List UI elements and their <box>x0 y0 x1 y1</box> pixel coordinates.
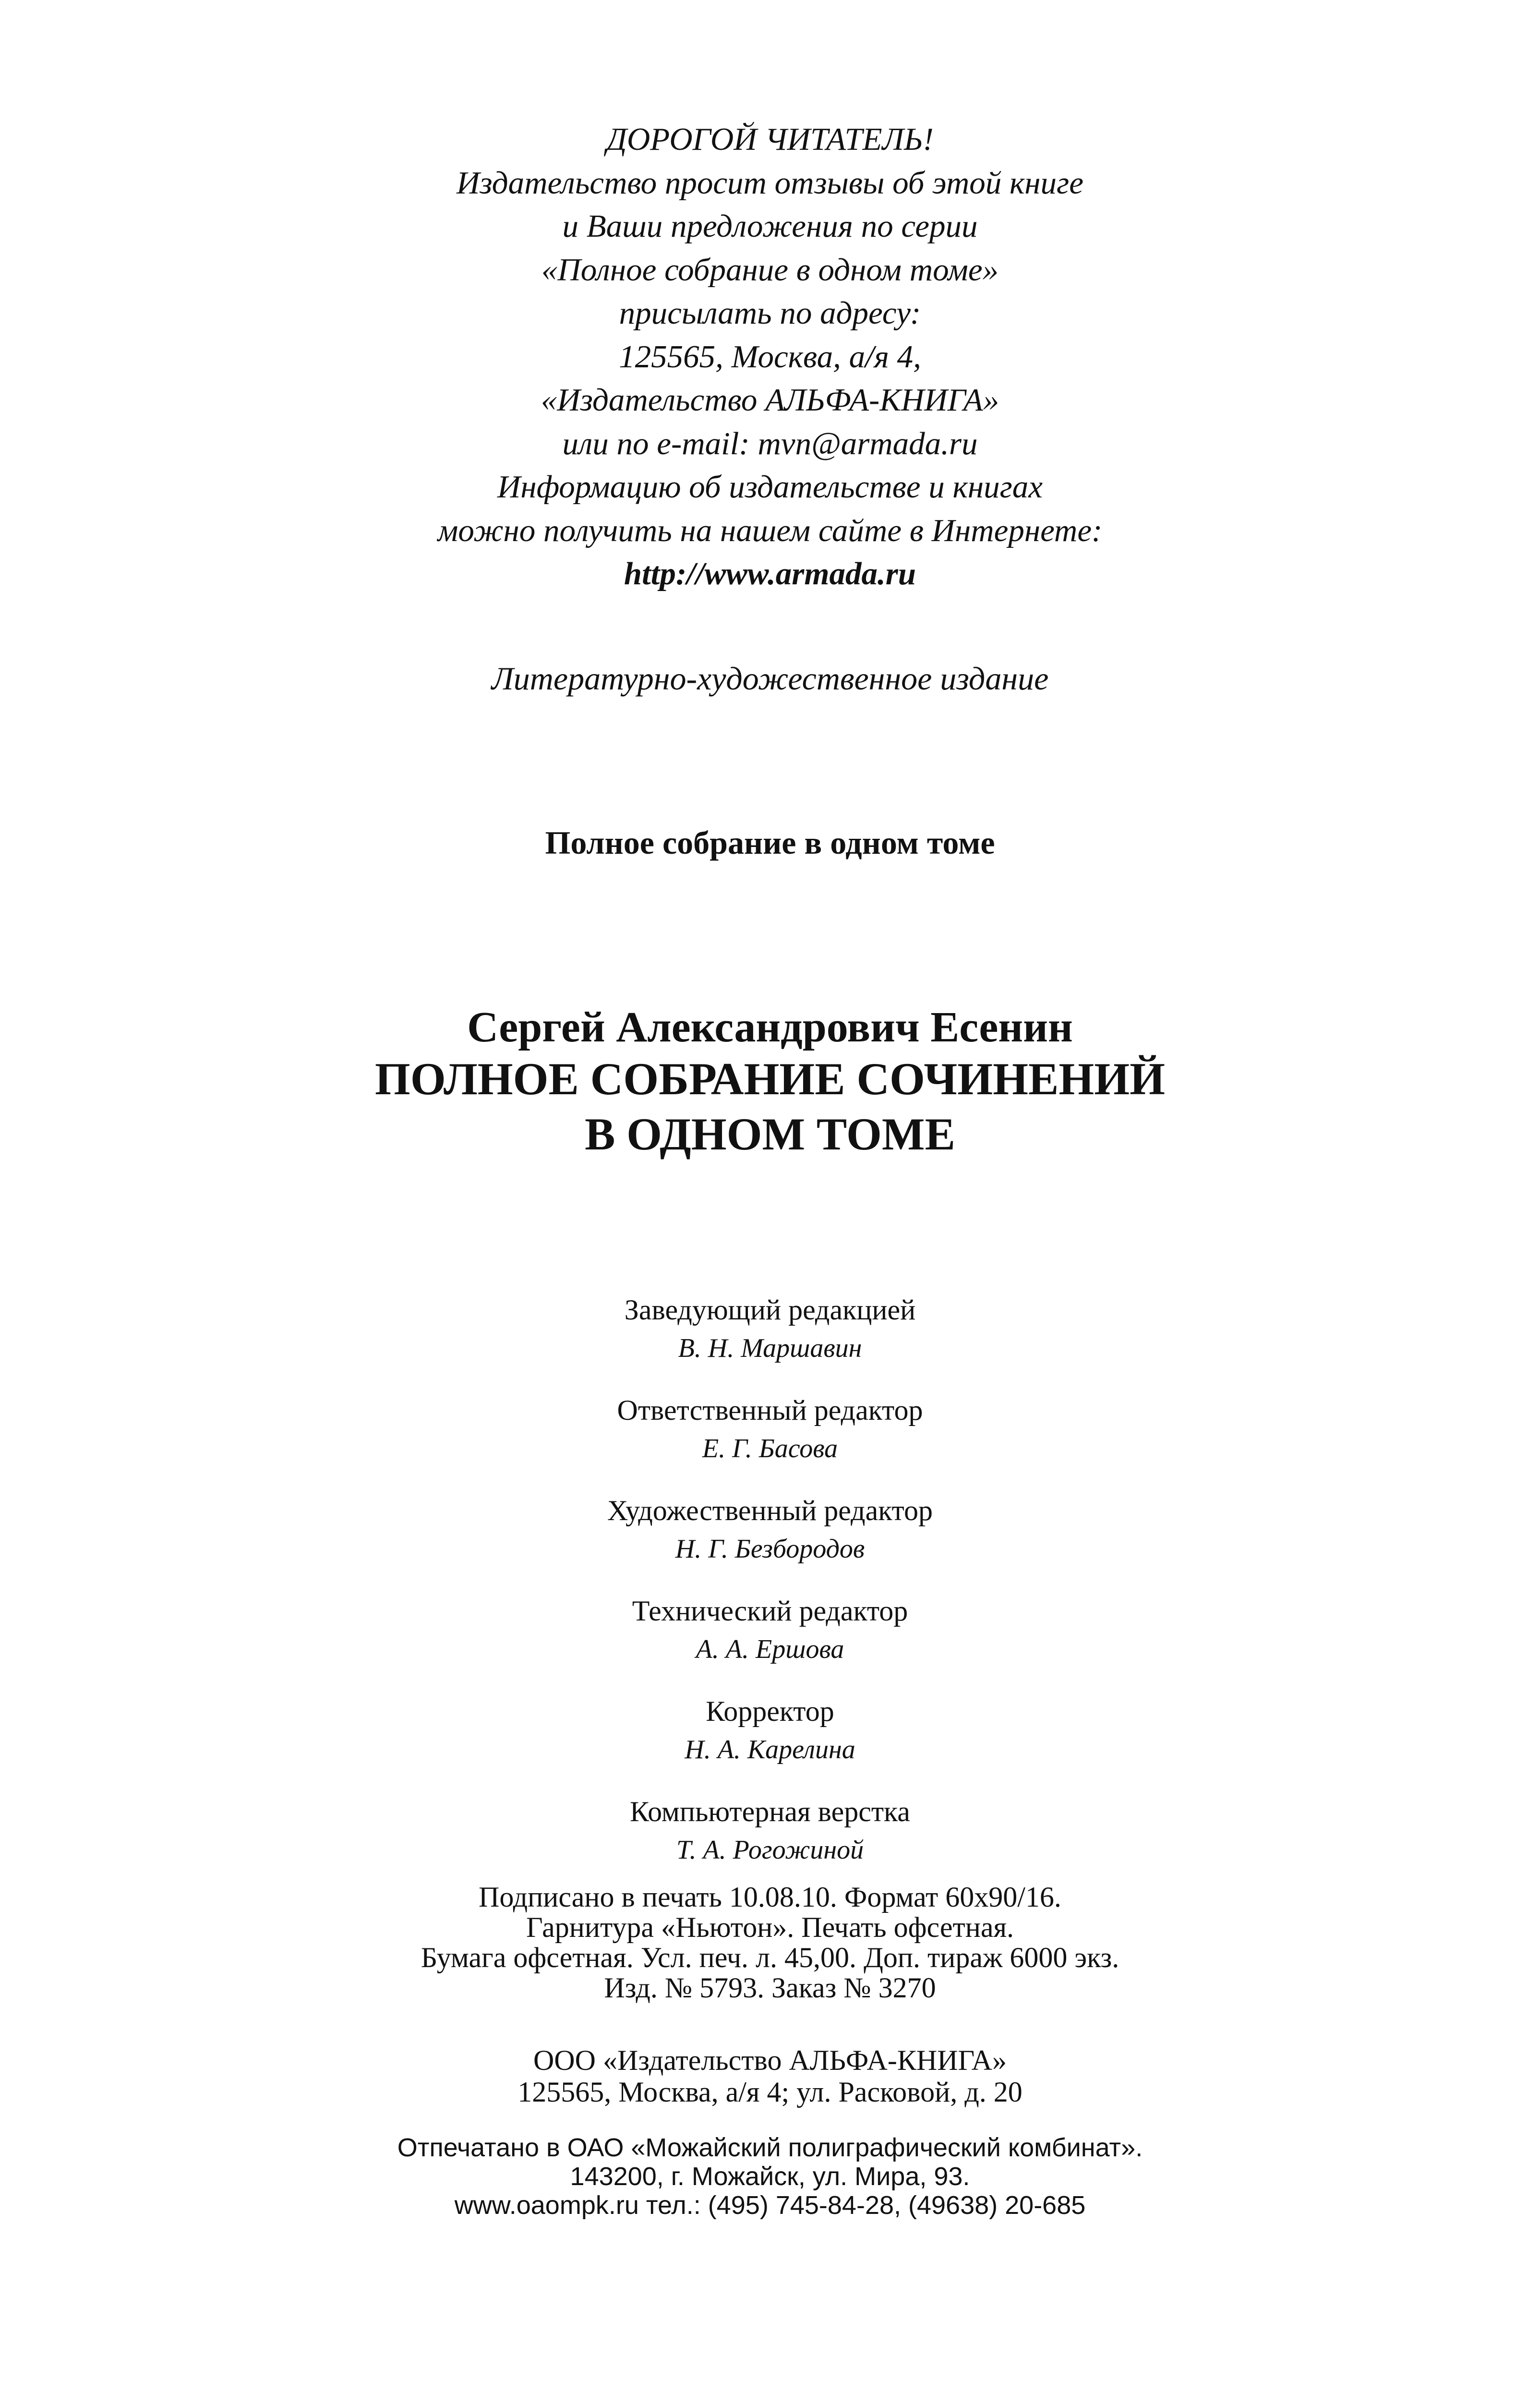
staff-role: Заведующий редакцией <box>624 1294 916 1326</box>
staff-entry <box>0 1692 1540 1769</box>
author-name: Сергей Александрович Есенин <box>467 1003 1073 1051</box>
staff-entry <box>0 1592 1540 1668</box>
publisher-block <box>0 2044 1540 2108</box>
printer-block <box>0 2133 1540 2220</box>
staff-name: А. А. Ершова <box>696 1634 844 1664</box>
staff-name: Т. А. Рогожиной <box>676 1835 864 1865</box>
book-title-line: ПОЛНОЕ СОБРАНИЕ СОЧИНЕНИЙ <box>374 1053 1166 1104</box>
staff-entry <box>0 1391 1540 1468</box>
staff-name: Н. А. Карелина <box>685 1735 855 1765</box>
book-title <box>0 1052 1540 1162</box>
website-url: http://www.armada.ru <box>624 556 916 592</box>
staff-role: Компьютерная верстка <box>630 1796 910 1827</box>
printer-line: 143200, г. Можайск, ул. Мира, 93. <box>570 2162 970 2191</box>
staff-name: В. Н. Маршавин <box>678 1333 862 1363</box>
imprint-block <box>0 1882 1540 2003</box>
imprint-line: Гарнитура «Ньютон». Печать офсетная. <box>526 1911 1014 1943</box>
edition-type: Литературно-художественное издание <box>491 660 1049 697</box>
staff-role: Корректор <box>706 1695 834 1727</box>
staff-entry <box>0 1792 1540 1869</box>
printer-line: Отпечатано в ОАО «Можайский полиграфический комбинат». <box>397 2133 1143 2162</box>
staff-entry <box>0 1291 1540 1367</box>
publisher-line: 125565, Москва, а/я 4; ул. Расковой, д. 20 <box>517 2076 1023 2108</box>
imprint-line: Подписано в печать 10.08.10. Формат 60x90/16. <box>479 1881 1061 1913</box>
staff-role: Художественный редактор <box>607 1495 933 1526</box>
staff-name: Н. Г. Безбородов <box>675 1534 865 1564</box>
staff-role: Ответственный редактор <box>617 1394 923 1426</box>
reader-notice-line: «Издательство АЛЬФА-КНИГА» <box>541 382 999 418</box>
reader-notice-line: «Полное собрание в одном томе» <box>541 252 999 288</box>
imprint-line: Бумага офсетная. Усл. печ. л. 45,00. Доп. тираж 6000 экз. <box>421 1942 1119 1973</box>
printer-line: www.oaompk.ru тел.: (495) 745-84-28, (49638) 20-685 <box>454 2191 1086 2220</box>
series-name: Полное собрание в одном томе <box>545 824 995 861</box>
publisher-line: ООО «Издательство АЛЬФА-КНИГА» <box>533 2044 1007 2076</box>
reader-notice-line: присылать по адресу: <box>619 295 921 331</box>
reader-notice-line: 125565, Москва, а/я 4, <box>619 338 921 375</box>
staff-role: Технический редактор <box>632 1595 908 1627</box>
reader-notice-line: или по e-mail: mvn@armada.ru <box>562 425 978 461</box>
reader-notice-heading: ДОРОГОЙ ЧИТАТЕЛЬ! <box>606 121 934 157</box>
imprint-line: Изд. № 5793. Заказ № 3270 <box>604 1972 936 2004</box>
reader-notice <box>0 118 1540 596</box>
reader-notice-line: и Ваши предложения по серии <box>562 208 978 244</box>
reader-notice-line: Информацию об издательстве и книгах <box>497 469 1043 505</box>
staff-entry <box>0 1491 1540 1568</box>
staff-name: Е. Г. Басова <box>702 1434 838 1463</box>
book-title-line: В ОДНОМ ТОМЕ <box>585 1109 955 1160</box>
reader-notice-line: можно получить на нашем сайте в Интернете: <box>437 512 1103 548</box>
reader-notice-line: Издательство просит отзывы об этой книге <box>457 165 1083 201</box>
